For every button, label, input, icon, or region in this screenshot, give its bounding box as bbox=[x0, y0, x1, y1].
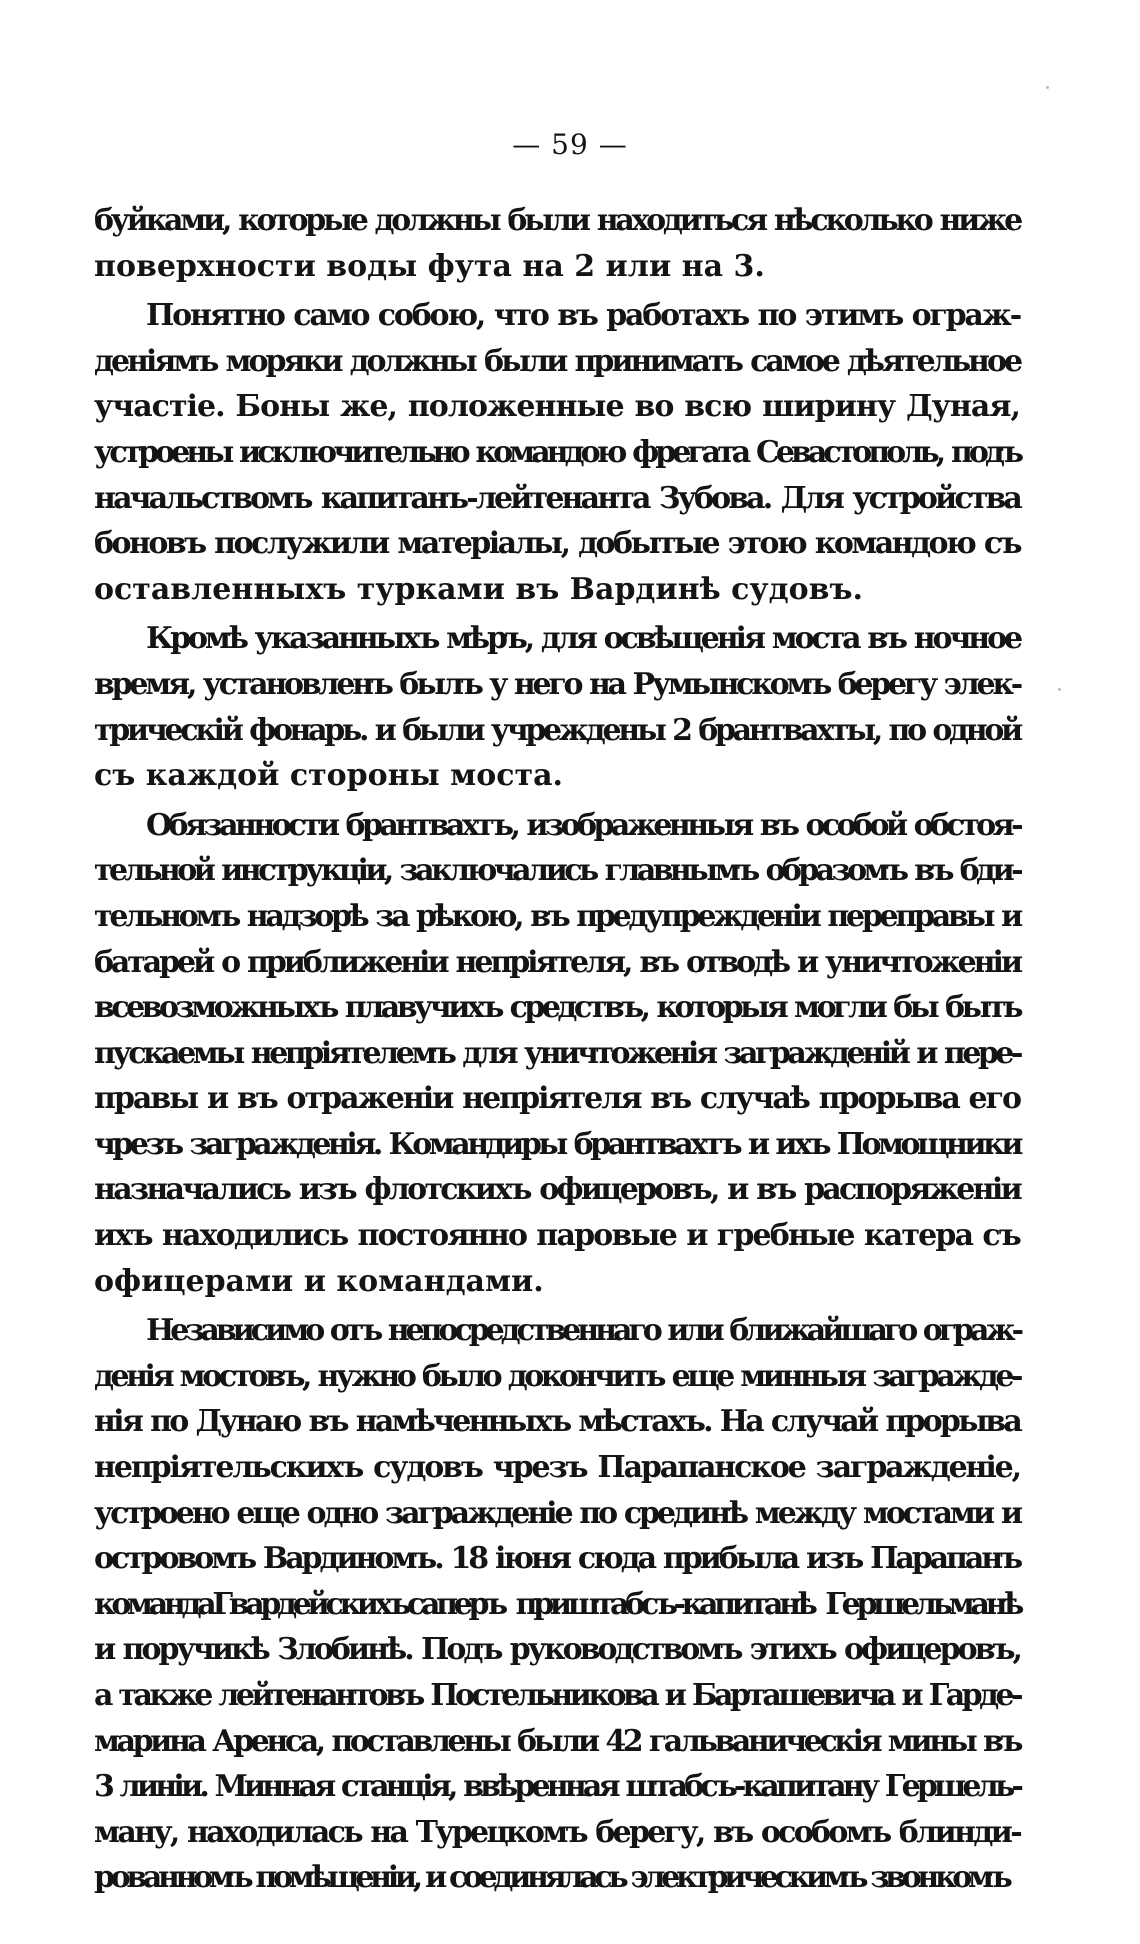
paragraph bbox=[94, 1308, 1020, 1901]
paper-speck bbox=[1046, 86, 1049, 89]
text-line: устроено еще одно загражденіе по срединѣ между мостами и bbox=[94, 1495, 1020, 1531]
paragraph bbox=[94, 293, 1020, 612]
page-number: — 59 — bbox=[512, 128, 628, 161]
text-line: ману, находилась на Турецкомъ берегу, въ особомъ блинди- bbox=[94, 1814, 1020, 1850]
text-line: правы и въ отраженіи непріятеля въ случаѣ прорыва его bbox=[94, 1081, 1020, 1117]
text-line: а также лейтенантовъ Постельникова и Барташевича и Гарде- bbox=[94, 1678, 1020, 1713]
text-line: командаГвардейскихъсаперъ приштабсъ-капитанѣ Гершельманѣ bbox=[94, 1586, 1020, 1622]
text-line: ихъ находились постоянно паровые и гребные катера съ bbox=[94, 1218, 1020, 1254]
paragraph bbox=[94, 616, 1020, 798]
text-line: Кромѣ указанныхъ мѣръ, для освѣщенія моста въ ночное bbox=[146, 621, 1020, 657]
text-line: поверхности воды фута на 2 или на 3. bbox=[94, 248, 765, 284]
text-line: оставленныхъ турками въ Вардинѣ судовъ. bbox=[94, 571, 863, 607]
body-text bbox=[94, 198, 1020, 1901]
text-line: всевозможныхъ плавучихъ средствъ, которыя могли бы быть bbox=[94, 990, 1020, 1026]
text-line: островомъ Вардиномъ. 18 іюня сюда прибыла изъ Парапанъ bbox=[94, 1541, 1020, 1577]
text-line: начальствомъ капитанъ-лейтенанта Зубова. Для устройства bbox=[94, 480, 1020, 516]
text-line: офицерами и командами. bbox=[94, 1263, 544, 1299]
text-line: рованномъ помѣщеніи, и соединялась электрическимъ звонкомъ bbox=[94, 1860, 1009, 1896]
paragraph bbox=[94, 803, 1020, 1305]
text-line: устроены исключительно командою фрегата Севастополь, подъ bbox=[94, 434, 1020, 470]
text-line: чрезъ загражденія. Командиры брантвахтъ и ихъ Помощники bbox=[94, 1126, 1020, 1162]
text-line: и поручикѣ Злобинѣ. Подъ руководствомъ этихъ офицеровъ, bbox=[94, 1632, 1020, 1668]
text-line: назначались изъ флотскихъ офицеровъ, и въ распоряженіи bbox=[94, 1172, 1020, 1208]
text-line: боновъ послужили матеріалы, добытые этою командою съ bbox=[94, 526, 1020, 562]
text-line: Обязанности брантвахтъ, изображенныя въ особой обстоя- bbox=[146, 807, 1020, 843]
text-line: время, установленъ былъ у него на Румынскомъ берегу элек- bbox=[94, 666, 1020, 702]
text-line: денія мостовъ, нужно было докончить еще минныя загражде- bbox=[94, 1358, 1020, 1394]
text-line: 3 линіи. Минная станція, ввѣренная штабсъ-капитану Гершель- bbox=[94, 1769, 1020, 1805]
text-line: нія по Дунаю въ намѣченныхъ мѣстахъ. На случай прорыва bbox=[94, 1404, 1020, 1440]
text-line: пускаемы непріятелемъ для уничтоженія загражденій и пере- bbox=[94, 1035, 1020, 1071]
text-line: Понятно само собою, что въ работахъ по этимъ ограж- bbox=[146, 298, 1020, 334]
text-line: тельномъ надзорѣ за рѣкою, въ предупрежденіи переправы и bbox=[94, 898, 1020, 934]
text-line: съ каждой стороны моста. bbox=[94, 758, 563, 794]
text-line: непріятельскихъ судовъ чрезъ Парапанское загражденіе, bbox=[94, 1450, 1020, 1486]
text-line: участіе. Боны же, положенные во всю ширину Дуная, bbox=[94, 389, 1020, 425]
text-line: тельной инструкціи, заключались главнымъ образомъ въ бди- bbox=[94, 853, 1020, 889]
text-line: буйками, которые должны были находиться нѣсколько ниже bbox=[94, 203, 1020, 238]
paper-speck bbox=[1058, 688, 1061, 691]
text-line: батарей о приближеніи непріятеля, въ отводѣ и уничтоженіи bbox=[94, 944, 1020, 980]
text-line: деніямъ моряки должны были принимать самое дѣятельное bbox=[94, 343, 1020, 379]
text-line: трическій фонарь. и были учреждены 2 брантвахты, по одной bbox=[94, 712, 1020, 748]
text-line: Независимо отъ непосредственнаго или ближайшаго ограж- bbox=[146, 1313, 1020, 1349]
text-line: марина Аренса, поставлены были 42 гальваническія мины въ bbox=[94, 1723, 1020, 1759]
paragraph bbox=[94, 198, 1020, 289]
